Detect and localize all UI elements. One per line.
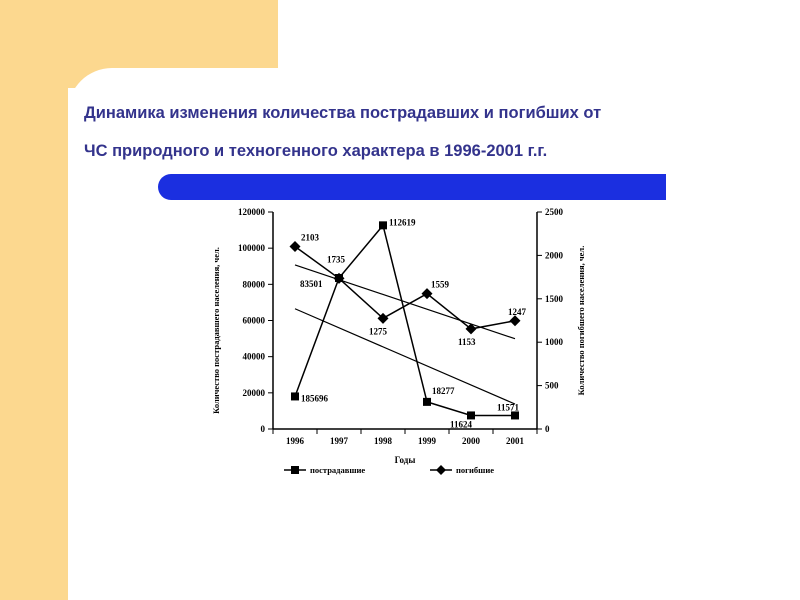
title-line-1: Динамика изменения количества пострадавших и погибших от [84, 104, 602, 122]
left-tick-label: 120000 [238, 207, 265, 217]
x-tick-label: 1999 [418, 436, 436, 446]
right-tick-label: 500 [545, 380, 559, 391]
legend-label-injured: пострадавшие [310, 465, 366, 475]
point-marker-injured [379, 221, 387, 229]
data-label-injured: 83501 [300, 279, 323, 290]
data-label-injured: 18277 [432, 385, 455, 396]
x-axis-label: Годы [394, 455, 416, 465]
right-tick-label: 2000 [545, 250, 563, 261]
right-axis-label: Количество погибшего населения, чел. [576, 245, 586, 396]
left-tick-label: 80000 [242, 279, 265, 290]
data-label-injured: 185696 [301, 393, 328, 404]
x-tick-label: 2001 [506, 436, 524, 446]
trendline-killed [295, 265, 515, 339]
x-tick-label: 1997 [330, 436, 348, 446]
data-label-killed: 1247 [508, 306, 526, 317]
point-marker-injured [467, 411, 475, 419]
data-label-killed: 1275 [369, 326, 387, 337]
right-tick-label: 0 [545, 424, 550, 434]
left-axis-label: Количество пострадавшего населения, чел. [211, 247, 221, 414]
data-label-injured: 11571 [497, 402, 520, 413]
x-tick-label: 1998 [374, 436, 392, 446]
data-label-injured: 112619 [389, 217, 416, 228]
data-label-injured: 11624 [450, 419, 473, 430]
left-tick-label: 100000 [238, 243, 265, 254]
point-marker-killed [510, 315, 521, 326]
right-tick-label: 2500 [545, 207, 563, 217]
data-label-killed: 1735 [327, 254, 345, 265]
x-tick-label: 1996 [286, 436, 304, 446]
point-marker-injured [291, 392, 299, 400]
x-tick-label: 2000 [462, 436, 480, 446]
data-label-killed: 1153 [458, 336, 476, 347]
left-tick-label: 0 [260, 424, 265, 434]
data-label-killed: 2103 [301, 232, 319, 243]
point-marker-killed [290, 241, 301, 252]
left-tick-label: 40000 [242, 351, 265, 362]
right-tick-label: 1500 [545, 293, 563, 304]
left-tick-label: 20000 [242, 387, 265, 398]
title-line-2: ЧС природного и техногенного характера в 1996-2001 г.г. [84, 142, 548, 160]
point-marker-injured [511, 411, 519, 419]
legend-label-killed: погибшие [456, 465, 495, 475]
point-marker-injured [423, 398, 431, 406]
legend-marker-killed [436, 465, 446, 475]
data-label-killed: 1559 [431, 279, 449, 290]
trendline-injured [295, 309, 515, 404]
legend-marker-injured [291, 466, 299, 474]
right-tick-label: 1000 [545, 337, 563, 348]
left-tick-label: 60000 [242, 315, 265, 326]
